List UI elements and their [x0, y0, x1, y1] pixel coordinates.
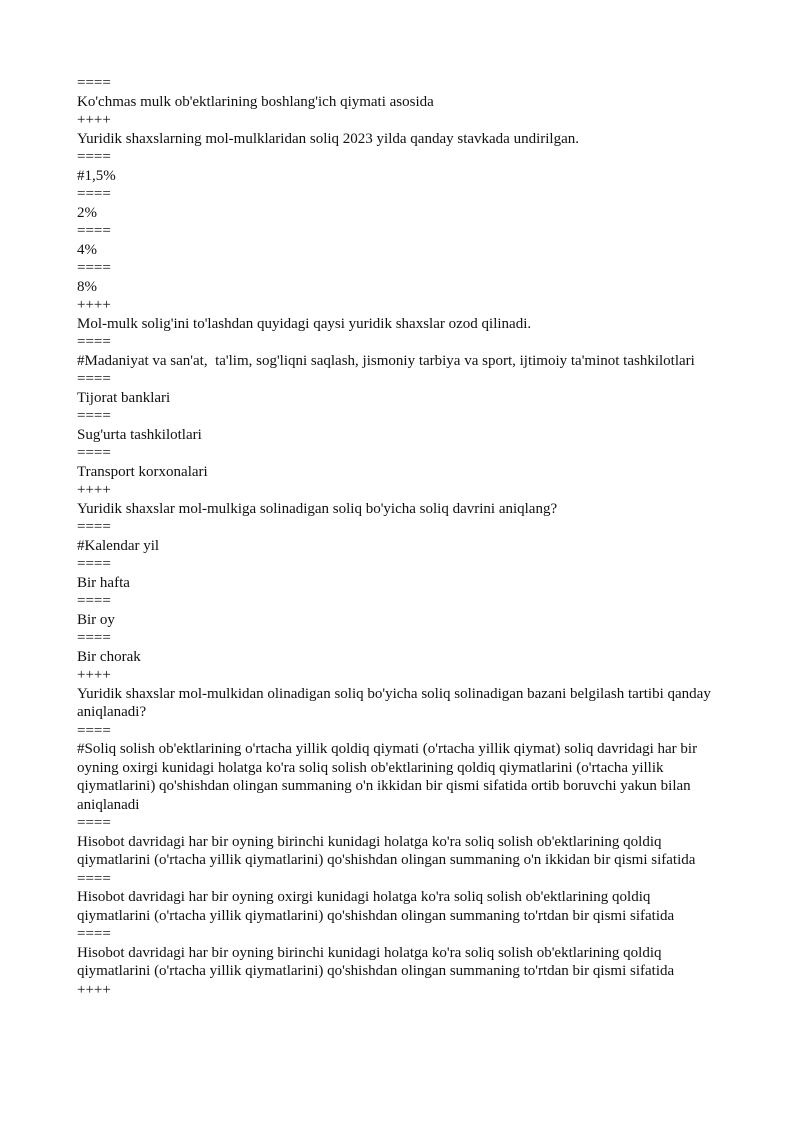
answer-option: 2% [77, 204, 97, 221]
question-separator: ++++ [77, 667, 111, 683]
question-text: Yuridik shaxslar mol-mulkidan olinadigan soliq bo'yicha soliq solinadigan bazani belgilash tartibi qanday aniqlanadi? [77, 685, 715, 720]
answer-option: Tijorat banklari [77, 389, 171, 406]
question-separator: ++++ [77, 482, 111, 498]
answer-option: 8% [77, 278, 97, 295]
answer-option: Bir chorak [77, 648, 141, 665]
separator: ==== [77, 408, 111, 424]
answer-option: Bir hafta [77, 574, 130, 591]
answer-option: Hisobot davridagi har bir oyning oxirgi kunidagi holatga ko'ra soliq solish ob'ektlarining qoldiq qiymatlarini (o'rtacha yillik qiymatlarini) qo'shishdan olingan summaning to'rtdan bir qismi sifatida [77, 889, 675, 924]
document-body [77, 74, 727, 999]
correct-answer-option: #1,5% [77, 167, 116, 184]
question-text: Mol-mulk solig'ini to'lashdan quyidagi qaysi yuridik shaxslar ozod qilinadi. [77, 315, 532, 332]
separator: ==== [77, 334, 111, 350]
separator: ==== [77, 630, 111, 646]
separator: ==== [77, 722, 111, 739]
separator: ==== [77, 371, 111, 387]
question-text: Yuridik shaxslar mol-mulkiga solinadigan soliq bo'yicha soliq davrini aniqlang? [77, 500, 558, 517]
answer-option: Transport korxonalari [77, 463, 208, 480]
question-text: Yuridik shaxslarning mol-mulklaridan soliq 2023 yilda qanday stavkada undirilgan. [77, 130, 579, 147]
correct-answer-option: #Madaniyat va san'at, ta'lim, sog'liqni saqlash, jismoniy tarbiya va sport, ijtimoiy ta'minot tashkilotlari [77, 352, 695, 369]
question-separator: ++++ [77, 112, 111, 128]
answer-option: Ko'chmas mulk ob'ektlarining boshlang'ich qiymati asosida [77, 93, 434, 110]
separator: ==== [77, 815, 111, 831]
answer-option: Bir oy [77, 611, 115, 628]
separator: ==== [77, 870, 111, 887]
answer-option: Hisobot davridagi har bir oyning birinchi kunidagi holatga ko'ra soliq solish ob'ektlarining qoldiq qiymatlarini (o'rtacha yillik qiymatlarini) qo'shishdan olingan summaning o'n ikkidan bir qismi sifatida [77, 833, 696, 868]
separator: ==== [77, 186, 111, 202]
separator: ==== [77, 223, 111, 239]
separator: ==== [77, 445, 111, 461]
separator: ==== [77, 149, 111, 165]
answer-option: Sug'urta tashkilotlari [77, 426, 202, 443]
separator: ==== [77, 556, 111, 572]
separator: ==== [77, 75, 111, 91]
question-separator: ++++ [77, 297, 111, 313]
separator: ==== [77, 593, 111, 609]
answer-option: Hisobot davridagi har bir oyning birinchi kunidagi holatga ko'ra soliq solish ob'ektlarining qoldiq qiymatlarini (o'rtacha yillik qiymatlarini) qo'shishdan olingan summaning to'rtdan bir qismi sifatida [77, 944, 675, 979]
correct-answer-option: #Kalendar yil [77, 537, 160, 554]
answer-option: 4% [77, 241, 97, 258]
separator: ==== [77, 926, 111, 942]
correct-answer-option: #Soliq solish ob'ektlarining o'rtacha yillik qoldiq qiymati (o'rtacha yillik qiymat) soliq davridagi har bir oyning oxirgi kunidagi holatga ko'ra soliq solish ob'ektlarining qoldiq qiymatlarini (o'rtacha yillik qiymatlarini) qo'shishdan olingan summaning o'n ikkidan bir qismi sifatida ortib boruvchi yakun bilan aniqlanadi [77, 741, 701, 813]
separator: ==== [77, 260, 111, 276]
question-separator: ++++ [77, 981, 111, 998]
separator: ==== [77, 519, 111, 535]
